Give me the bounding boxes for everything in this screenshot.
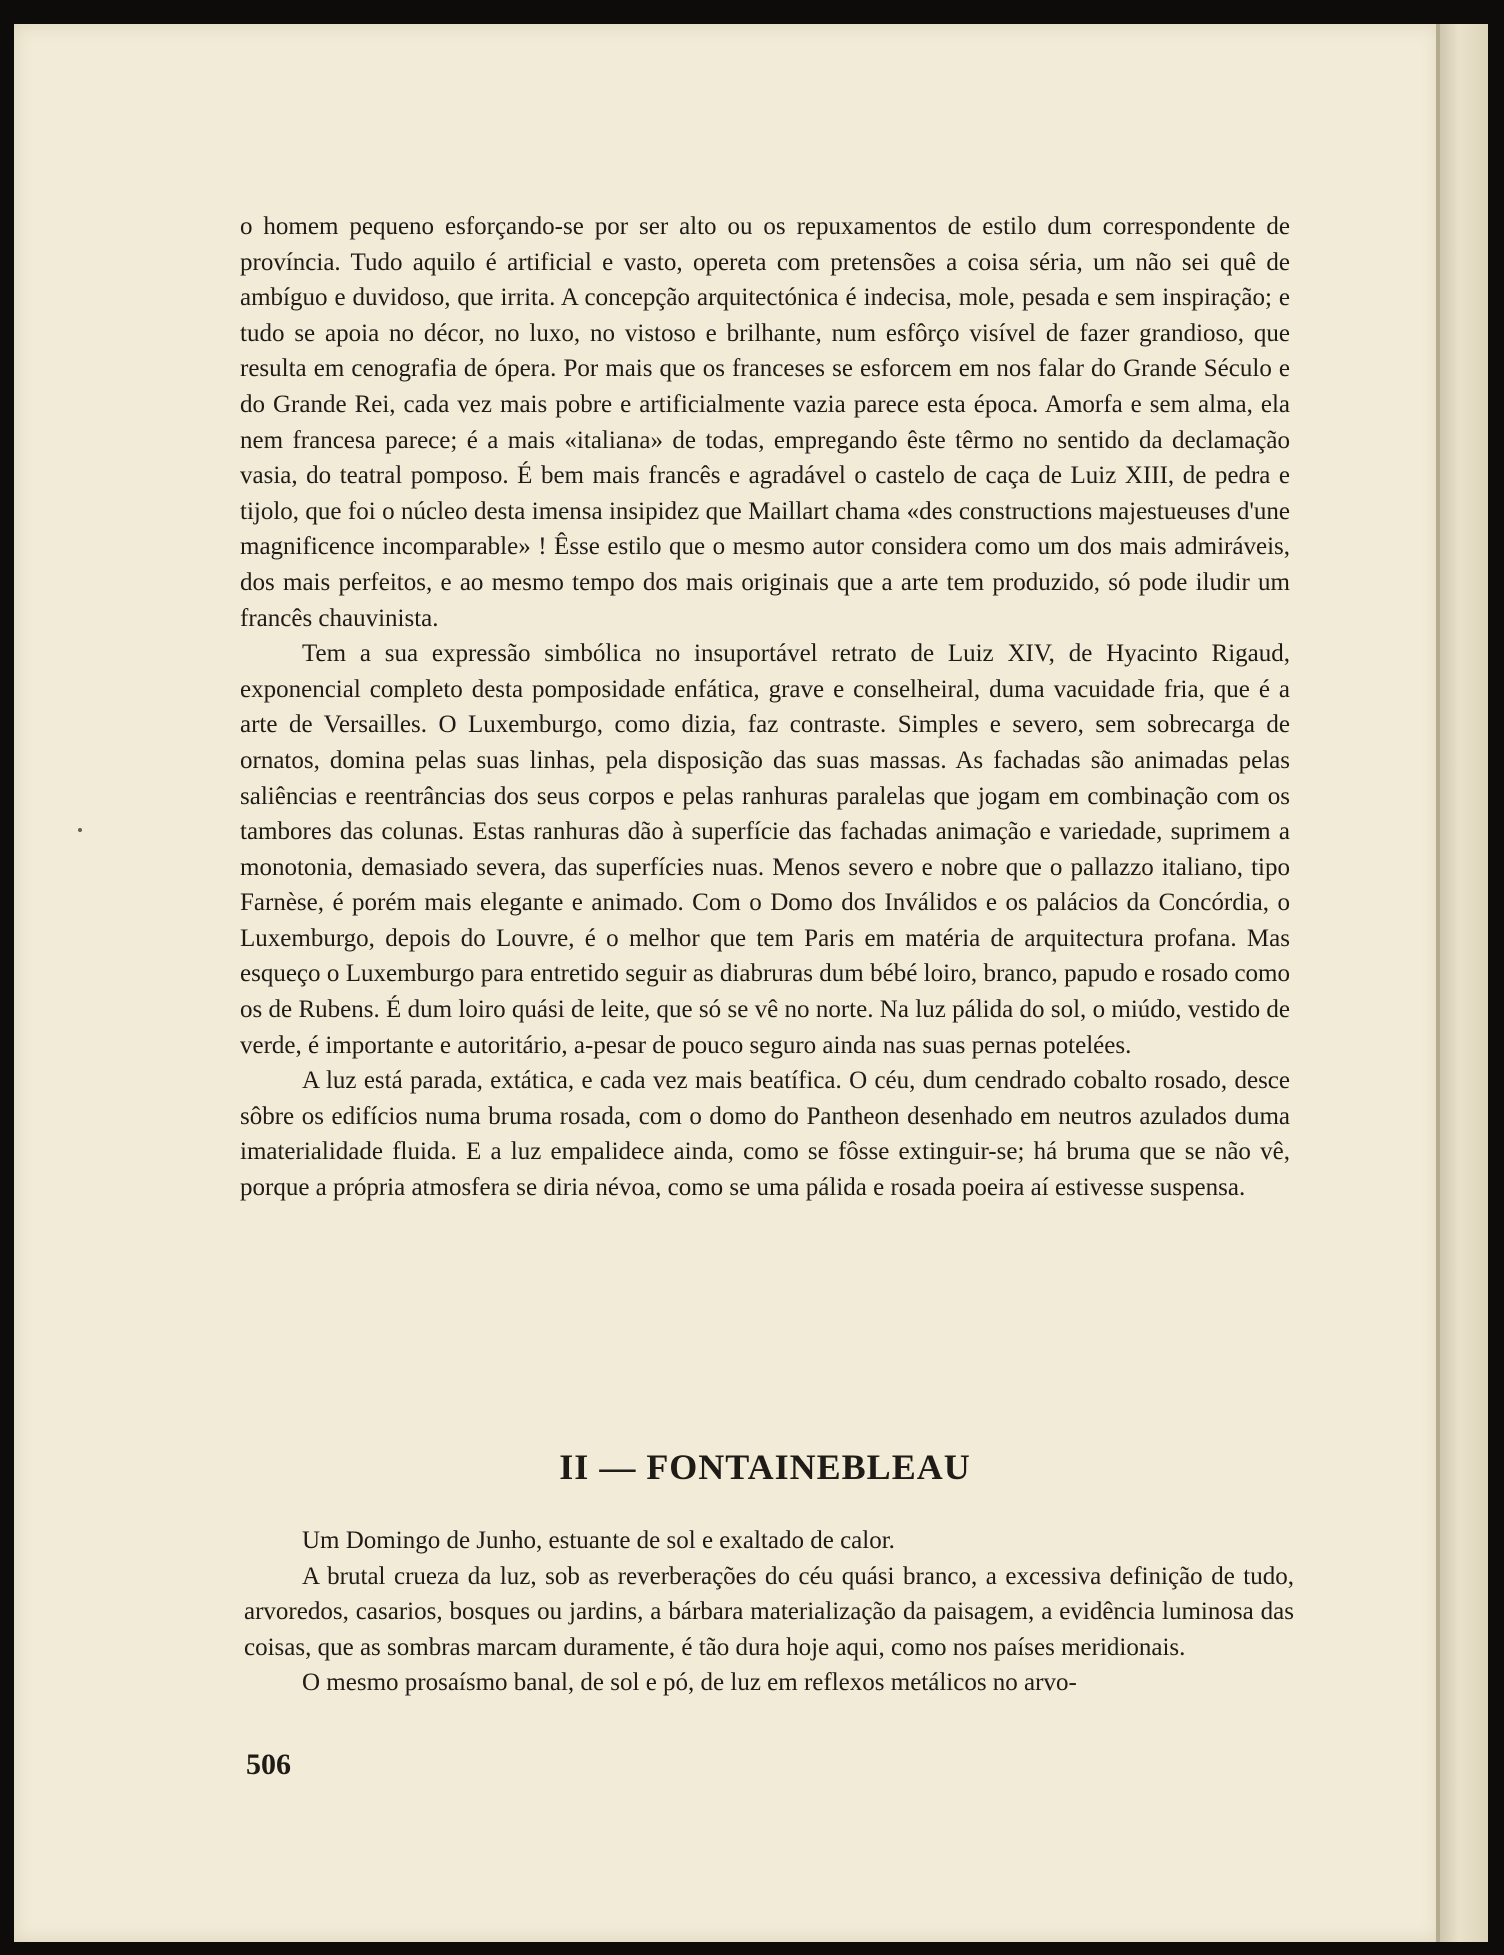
paragraph-1: o homem pequeno esforçando-se por ser alto ou os repuxamentos de estilo dum correspondente de província. Tudo aquilo é artificial e vasto, opereta com pretensões a coisa séria, um não sei quê de ambíguo e duvidoso, que irrita. A concepção arquitectónica é indecisa, mole, pesada e sem inspiração; e tudo se apoia no décor, no luxo, no vistoso e brilhante, num esfôrço visível de fazer grandioso, que resulta em cenografia de ópera. Por mais que os franceses se esforcem em nos falar do Grande Século e do Grande Rei, cada vez mais pobre e artificialmente vazia parece esta época. Amorfa e sem alma, ela nem francesa parece; é a mais «italiana» de todas, empregando êste têrmo no sentido da declamação vasia, do teatral pomposo. É bem mais francês e agradável o castelo de caça de Luiz XIII, de pedra e tijolo, que foi o núcleo desta imensa insipidez que Maillart chama «des constructions majestueuses d'une magnificence incomparable» ! Êsse estilo que o mesmo autor considera como um dos mais admiráveis, dos mais perfeitos, e ao mesmo tempo dos mais originais que a arte tem produzido, só pode iludir um francês chauvinista. [240, 213, 1290, 632]
section-paragraph-1: Um Domingo de Junho, estuante de sol e exaltado de calor. [302, 1527, 895, 1554]
next-page-fold [1440, 24, 1488, 1942]
section-paragraph-2: A brutal crueza da luz, sob as reverberações do céu quási branco, a excessiva definição de tudo, arvoredos, casarios, bosques ou jardins, a bárbara materialização da paisagem, a evidência luminosa das coisas, que as sombras marcam duramente, é tão dura hoje aqui, como nos países meridionais. [244, 1562, 1294, 1661]
paper-speck [78, 828, 82, 832]
section-body-text [244, 1523, 1294, 1701]
paragraph-2: Tem a sua expressão simbólica no insuportável retrato de Luiz XIV, de Hyacinto Rigaud, exponencial completo desta pomposidade enfática, grave e conselheiral, duma vacuidade fria, que é a arte de Versailles. O Luxemburgo, como dizia, faz contraste. Simples e severo, sem sobrecarga de ornatos, domina pelas suas linhas, pela disposição das suas massas. As fachadas são animadas pelas saliências e reentrâncias dos seus corpos e pelas ranhuras paralelas que jogam em combinação com os tambores das colunas. Estas ranhuras dão à superfície das fachadas animação e variedade, suprimem a monotonia, demasiado severa, das superfícies nuas. Menos severo e nobre que o pallazzo italiano, tipo Farnèse, é porém mais elegante e animado. Com o Domo dos Inválidos e os palácios da Concórdia, o Luxemburgo, depois do Louvre, é o melhor que tem Paris em matéria de arquitectura profana. Mas esqueço o Luxemburgo para entretido seguir as diabruras dum bébé loiro, branco, papudo e rosado como os de Rubens. É dum loiro quási de leite, que só se vê no norte. Na luz pálida do sol, o miúdo, vestido de verde, é importante e autoritário, a-pesar de pouco seguro ainda nas suas pernas potelées. [240, 640, 1290, 1059]
section-heading: II — FONTAINEBLEAU [559, 1447, 971, 1487]
page-number: 506 [246, 1748, 291, 1781]
paragraph-3: A luz está parada, extática, e cada vez mais beatífica. O céu, dum cendrado cobalto rosado, desce sôbre os edifícios numa bruma rosada, com o domo do Pantheon desenhado em neutros azulados duma imaterialidade fluida. E a luz empalidece ainda, como se fôsse extinguir-se; há bruma que se não vê, porque a própria atmosfera se diria névoa, como se uma pálida e rosada poeira aí estivesse suspensa. [240, 1067, 1290, 1202]
section-paragraph-3: O mesmo prosaísmo banal, de sol e pó, de luz em reflexos metálicos no arvo- [302, 1669, 1077, 1697]
body-text [240, 209, 1290, 1206]
